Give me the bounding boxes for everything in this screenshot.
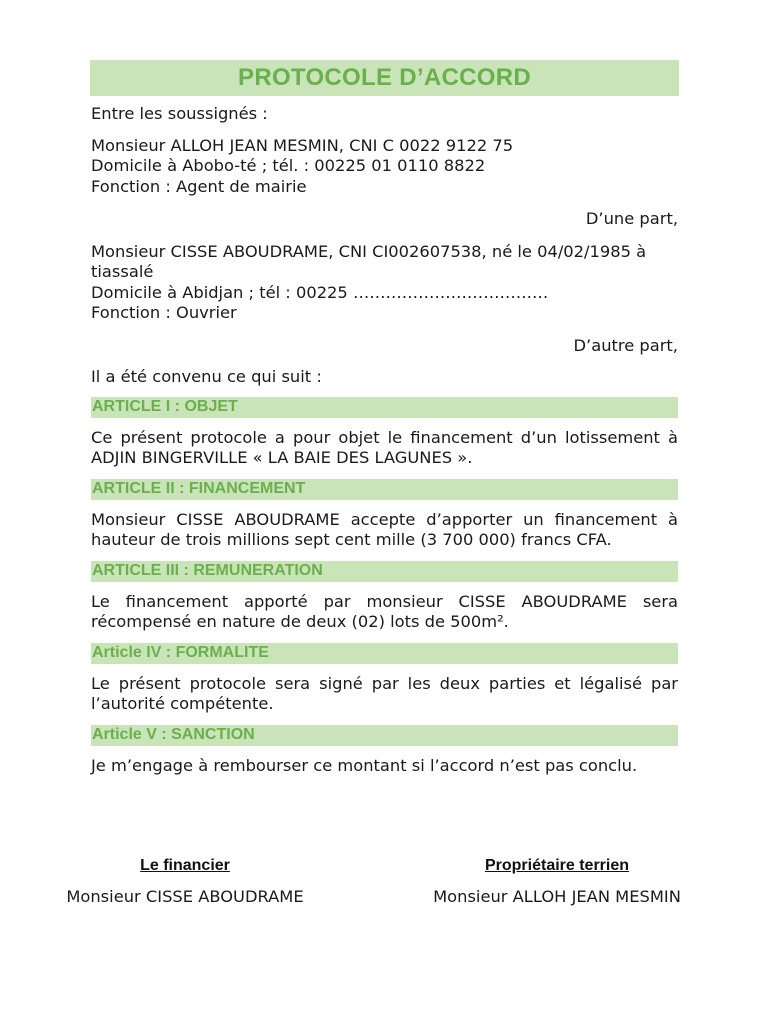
party-two-function: Fonction : Ouvrier xyxy=(91,303,237,322)
article-text: Je m’engage à rembourser ce montant si l’accord n’est pas conclu. xyxy=(91,755,638,775)
article-heading-band xyxy=(91,561,678,582)
party-one-block xyxy=(91,136,678,198)
title-band xyxy=(90,60,679,96)
party-two-address: Domicile à Abidjan ; tél : 00225 ……………………………… xyxy=(91,282,549,302)
article-text: Le financement apporté par monsieur CISSE ABOUDRAME sera récompensé en nature de deux (02) lots de 500m². xyxy=(91,591,678,631)
signature-right xyxy=(412,857,702,906)
article-heading-band xyxy=(91,479,678,500)
party-two-label: D’autre part, xyxy=(573,335,678,355)
party-one-label: D’une part, xyxy=(585,209,678,228)
party-two-identity: Monsieur CISSE ABOUDRAME, CNI CI002607538, né le 04/02/1985 à tiassalé xyxy=(91,241,647,281)
article-section xyxy=(91,479,678,551)
document-body xyxy=(91,60,678,776)
article-section xyxy=(91,725,678,777)
article-heading: Article V : SANCTION xyxy=(92,726,255,743)
signature-right-heading: Propriétaire terrien xyxy=(484,857,630,874)
signature-left-heading: Le financier xyxy=(140,857,230,874)
signature-right-name: Monsieur ALLOH JEAN MESMIN xyxy=(433,887,681,906)
article-heading: ARTICLE I : OBJET xyxy=(92,398,238,415)
intro-text: Entre les soussignés : xyxy=(91,104,268,123)
article-heading: ARTICLE II : FINANCEMENT xyxy=(92,480,306,497)
party-one-address: Domicile à Abobo-té ; tél. : 00225 01 0110 8822 xyxy=(91,156,486,175)
agreement-intro: Il a été convenu ce qui suit : xyxy=(91,367,322,386)
article-section xyxy=(91,561,678,633)
article-text: Monsieur CISSE ABOUDRAME accepte d’apporter un financement à hauteur de trois millions sept cent mille (3 700 000) francs CFA. xyxy=(91,509,678,549)
signature-left-name: Monsieur CISSE ABOUDRAME xyxy=(66,887,304,906)
article-section xyxy=(91,643,678,715)
party-one-function: Fonction : Agent de mairie xyxy=(91,176,307,196)
article-heading-band xyxy=(91,725,678,746)
party-one-identity: Monsieur ALLOH JEAN MESMIN, CNI C 0022 9122 75 xyxy=(91,135,514,155)
party-two-block xyxy=(91,242,678,324)
article-heading-band xyxy=(91,397,678,418)
signature-left xyxy=(40,857,330,906)
article-heading-band xyxy=(91,643,678,664)
article-text: Le présent protocole sera signé par les deux parties et légalisé par l’autorité compétente. xyxy=(91,673,678,713)
article-heading: ARTICLE III : REMUNERATION xyxy=(92,562,323,579)
document-title: PROTOCOLE D’ACCORD xyxy=(238,64,531,91)
article-section xyxy=(91,397,678,469)
article-text: Ce présent protocole a pour objet le financement d’un lotissement à ADJIN BINGERVILLE « LA BAIE DES LAGUNES ». xyxy=(91,427,678,467)
article-heading: Article IV : FORMALITE xyxy=(92,644,269,661)
